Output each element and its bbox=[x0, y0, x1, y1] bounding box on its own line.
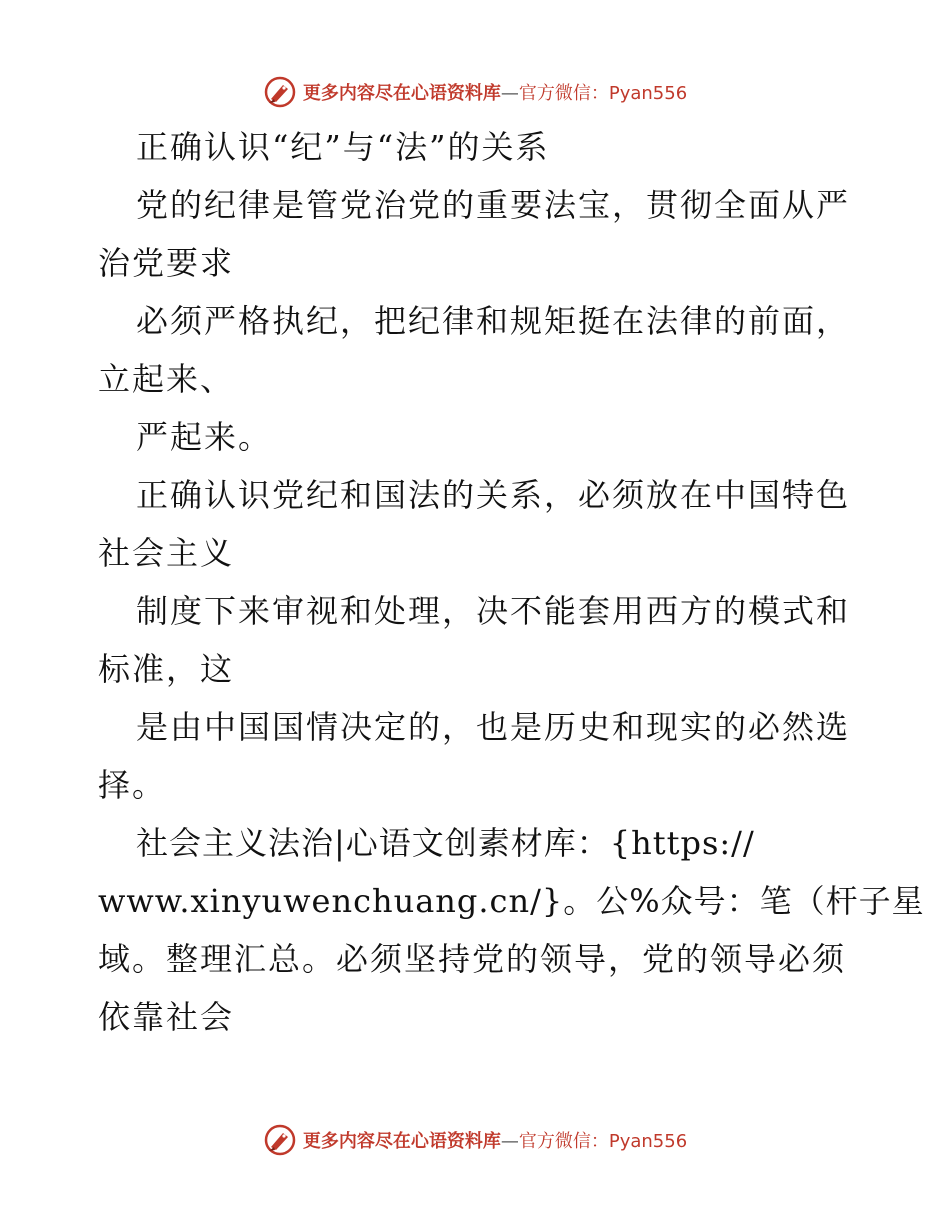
document-body bbox=[98, 118, 925, 1046]
paragraph-line: 制度下来审视和处理，决不能套用西方的模式和 bbox=[136, 592, 851, 630]
paragraph-line: www.xinyuwenchuang.cn/}。公%众号：笔（杆子星 bbox=[98, 882, 925, 920]
paragraph-line: 立起来、 bbox=[98, 360, 235, 398]
paragraph-line: 正确认识党纪和国法的关系，必须放在中国特色 bbox=[136, 476, 851, 514]
paragraph-line: 社会主义法治|心语文创素材库：{https:// bbox=[136, 824, 755, 862]
banner-main: 更多内容尽在心语资料库 bbox=[302, 1131, 501, 1152]
banner-dash: — bbox=[500, 83, 519, 104]
paragraph-line: 治党要求 bbox=[98, 244, 235, 282]
paragraph-line: 社会主义 bbox=[98, 534, 235, 572]
footer-banner bbox=[0, 1120, 950, 1160]
banner-wechat: 官方微信：Pyan556 bbox=[518, 83, 688, 104]
paragraph-line: 严起来。 bbox=[136, 418, 273, 456]
pen-nib-circle-icon bbox=[263, 1123, 297, 1157]
paragraph-line: 依靠社会 bbox=[98, 998, 235, 1036]
pen-nib-circle-icon bbox=[263, 75, 297, 109]
header-banner bbox=[0, 72, 950, 112]
banner-wechat: 官方微信：Pyan556 bbox=[518, 1131, 688, 1152]
paragraph-line: 必须严格执纪，把纪律和规矩挺在法律的前面， bbox=[136, 302, 851, 340]
paragraph-line: 是由中国国情决定的，也是历史和现实的必然选 bbox=[136, 708, 851, 746]
paragraph-line: 正确认识“纪”与“法”的关系 bbox=[136, 128, 550, 166]
banner-dash: — bbox=[500, 1131, 519, 1152]
paragraph-line: 党的纪律是管党治党的重要法宝，贯彻全面从严 bbox=[136, 186, 851, 224]
banner-text bbox=[303, 1127, 687, 1153]
paragraph-line: 择。 bbox=[98, 766, 167, 804]
paragraph-line: 域。整理汇总。必须坚持党的领导，党的领导必须 bbox=[98, 940, 847, 978]
banner-main: 更多内容尽在心语资料库 bbox=[302, 83, 501, 104]
banner-text bbox=[303, 79, 687, 105]
paragraph-line: 标准，这 bbox=[98, 650, 235, 688]
